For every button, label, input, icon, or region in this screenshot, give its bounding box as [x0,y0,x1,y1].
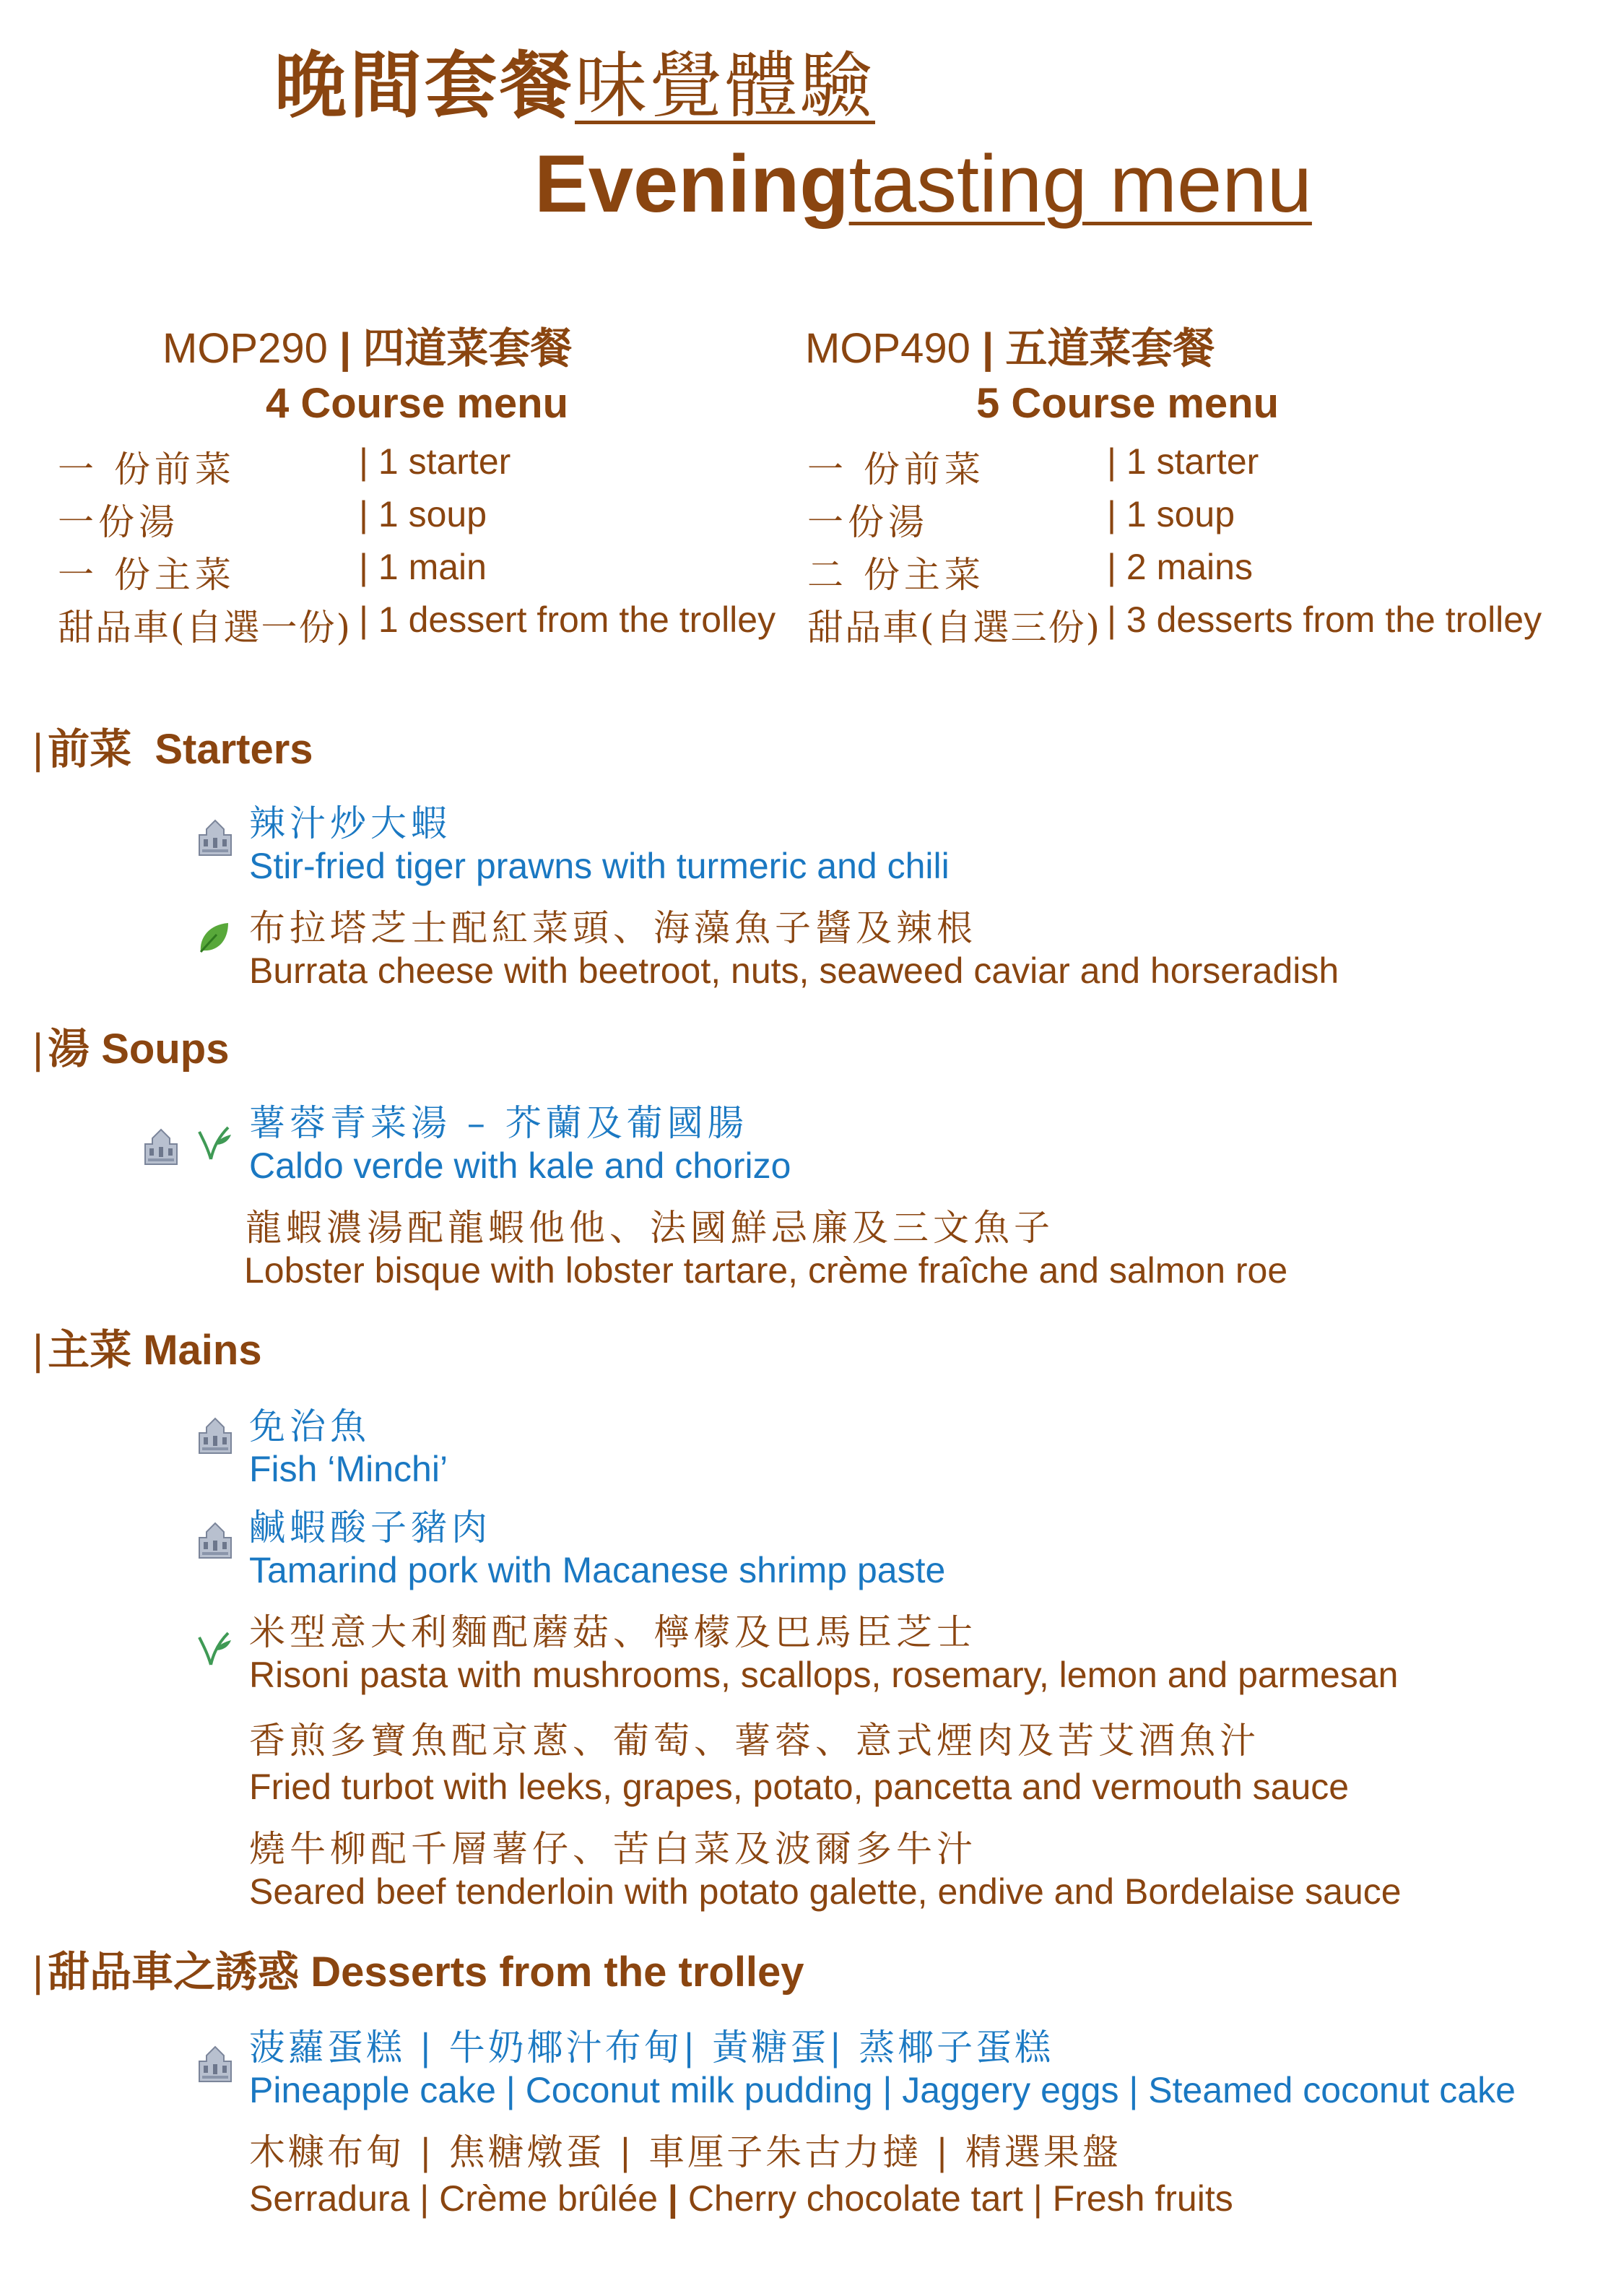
section-bar: | [32,726,44,773]
title-zh-part1: 晚間套餐 [274,43,575,128]
section-bar: | [32,1949,44,1996]
section-starters-heading [32,715,313,776]
section-bar: | [32,1327,44,1374]
menu-5-row-en: | 2 mains [1107,547,1253,587]
menu-5-name-en: 5 Course menu [976,380,1279,427]
section-soups-zh: 湯 [48,1024,90,1073]
menu-4-price-value: MOP290 [162,325,328,372]
soup-2-en: Lobster bisque with lobster tartare, crème fraîche and salmon roe [244,1250,1288,1291]
main-2-zh: 鹹蝦酸子豬肉 [249,1507,492,1548]
macanese-building-icon [195,1520,235,1561]
menu-5-row [807,493,929,545]
section-desserts-zh: 甜品車之誘惑 [48,1947,300,1996]
leaf-icon [195,919,233,956]
section-desserts-en: Desserts from the trolley [310,1949,804,1996]
menu-5-row-en: | 1 starter [1107,441,1259,482]
main-1-zh: 免治魚 [249,1405,370,1447]
menu-5-row-zh: 一份湯 [807,501,929,543]
starter-2-zh: 布拉塔芝士配紅菜頭、海藻魚子醬及辣根 [249,907,977,949]
menu-4-name-zh: 四道菜套餐 [362,324,573,373]
starter-2-en: Burrata cheese with beetroot, nuts, seaweed caviar and horseradish [249,950,1339,991]
macanese-building-icon [195,2044,235,2084]
soup-2-zh: 龍蝦濃湯配龍蝦他他、法國鮮忌廉及三文魚子 [246,1207,1054,1249]
main-4-en: Fried turbot with leeks, grapes, potato, pancetta and vermouth sauce [249,1767,1350,1807]
sprout-icon [194,1123,234,1164]
menu-4-row [58,599,352,651]
starter-1-zh: 辣汁炒大蝦 [249,802,451,844]
title-en [534,137,1312,230]
dessert-2-en-a: Serradura | Crème brûlée [249,2178,668,2219]
section-mains-heading [32,1316,262,1377]
dessert-1-en: Pineapple cake | Coconut milk pudding | Jaggery eggs | Steamed coconut cake [249,2070,1516,2110]
menu-4-row-zh: 一份湯 [58,501,179,543]
menu-5-row [807,546,985,598]
section-soups-heading [32,1015,229,1075]
menu-5-name-zh: 五道菜套餐 [1005,324,1215,373]
section-bar: | [32,1026,44,1073]
macanese-building-icon [141,1127,181,1167]
title-zh [274,27,875,131]
dessert-2-en [249,2178,1233,2219]
dessert-1-zh: 菠蘿蛋糕 | 牛奶椰汁布甸| 黃糖蛋| 蒸椰子蛋糕 [249,2027,1054,2068]
dessert-2-en-b: Cherry chocolate tart | Fresh fruits [677,2178,1233,2219]
dessert-2-en-sep: | [667,2178,678,2219]
menu-5-row [807,441,985,493]
section-desserts-heading [32,1938,804,1998]
section-starters-en: Starters [155,726,313,773]
section-mains-zh: 主菜 [48,1325,132,1374]
section-soups-en: Soups [101,1026,230,1073]
macanese-building-icon [195,1416,235,1456]
menu-4-row-zh: 甜品車(自選一份) [58,607,352,649]
menu-4-row-en: | 1 soup [359,494,487,534]
title-zh-part2: 味覺體驗 [575,43,875,128]
soup-1-zh: 薯蓉青菜湯 – 芥蘭及葡國腸 [249,1102,748,1144]
title-en-part2: tasting menu [848,139,1312,229]
menu-4-sep: | [339,325,352,372]
main-3-zh: 米型意大利麵配蘑菇、檸檬及巴馬臣芝士 [249,1611,977,1653]
menu-5-price [805,314,1215,375]
menu-4-row [58,546,235,598]
menu-5-row-en: | 1 soup [1107,494,1235,534]
main-5-zh: 燒牛柳配千層薯仔、苦白菜及波爾多牛汁 [249,1828,977,1870]
menu-4-row-zh: 一 份主菜 [58,554,235,596]
title-en-part1: Evening [534,139,849,229]
menu-4-name-en: 4 Course menu [266,380,568,427]
menu-4-row [58,493,179,545]
menu-4-price [162,314,572,375]
main-1-en: Fish ‘Minchi’ [249,1449,448,1489]
macanese-building-icon [195,818,235,858]
menu-5-price-value: MOP490 [805,325,970,372]
main-5-en: Seared beef tenderloin with potato galette, endive and Bordelaise sauce [249,1871,1402,1912]
section-mains-en: Mains [143,1327,262,1374]
sprout-icon [194,1629,234,1669]
menu-5-row-zh: 一 份前菜 [807,449,985,490]
menu-4-row-en: | 1 starter [359,441,511,482]
menu-5-row-zh: 二 份主菜 [807,554,985,596]
menu-5-sep: | [982,325,994,372]
dessert-2-zh: 木糠布甸 | 焦糖燉蛋 | 車厘子朱古力撻 | 精選果盤 [249,2131,1121,2173]
main-4-zh: 香煎多寶魚配京蔥、葡萄、薯蓉、意式煙肉及苦艾酒魚汁 [249,1720,1260,1762]
section-starters-zh: 前菜 [48,724,132,774]
menu-5-row [807,599,1101,651]
starter-1-en: Stir-fried tiger prawns with turmeric and chili [249,846,950,886]
menu-4-row-en: | 1 dessert from the trolley [359,599,776,640]
soup-1-en: Caldo verde with kale and chorizo [249,1145,791,1186]
menu-4-row [58,441,235,493]
menu-5-row-zh: 甜品車(自選三份) [807,607,1102,649]
menu-4-row-en: | 1 main [359,547,487,587]
main-3-en: Risoni pasta with mushrooms, scallops, rosemary, lemon and parmesan [249,1655,1399,1695]
main-2-en: Tamarind pork with Macanese shrimp paste [249,1550,946,1590]
menu-4-row-zh: 一 份前菜 [58,449,235,490]
menu-5-row-en: | 3 desserts from the trolley [1107,599,1542,640]
